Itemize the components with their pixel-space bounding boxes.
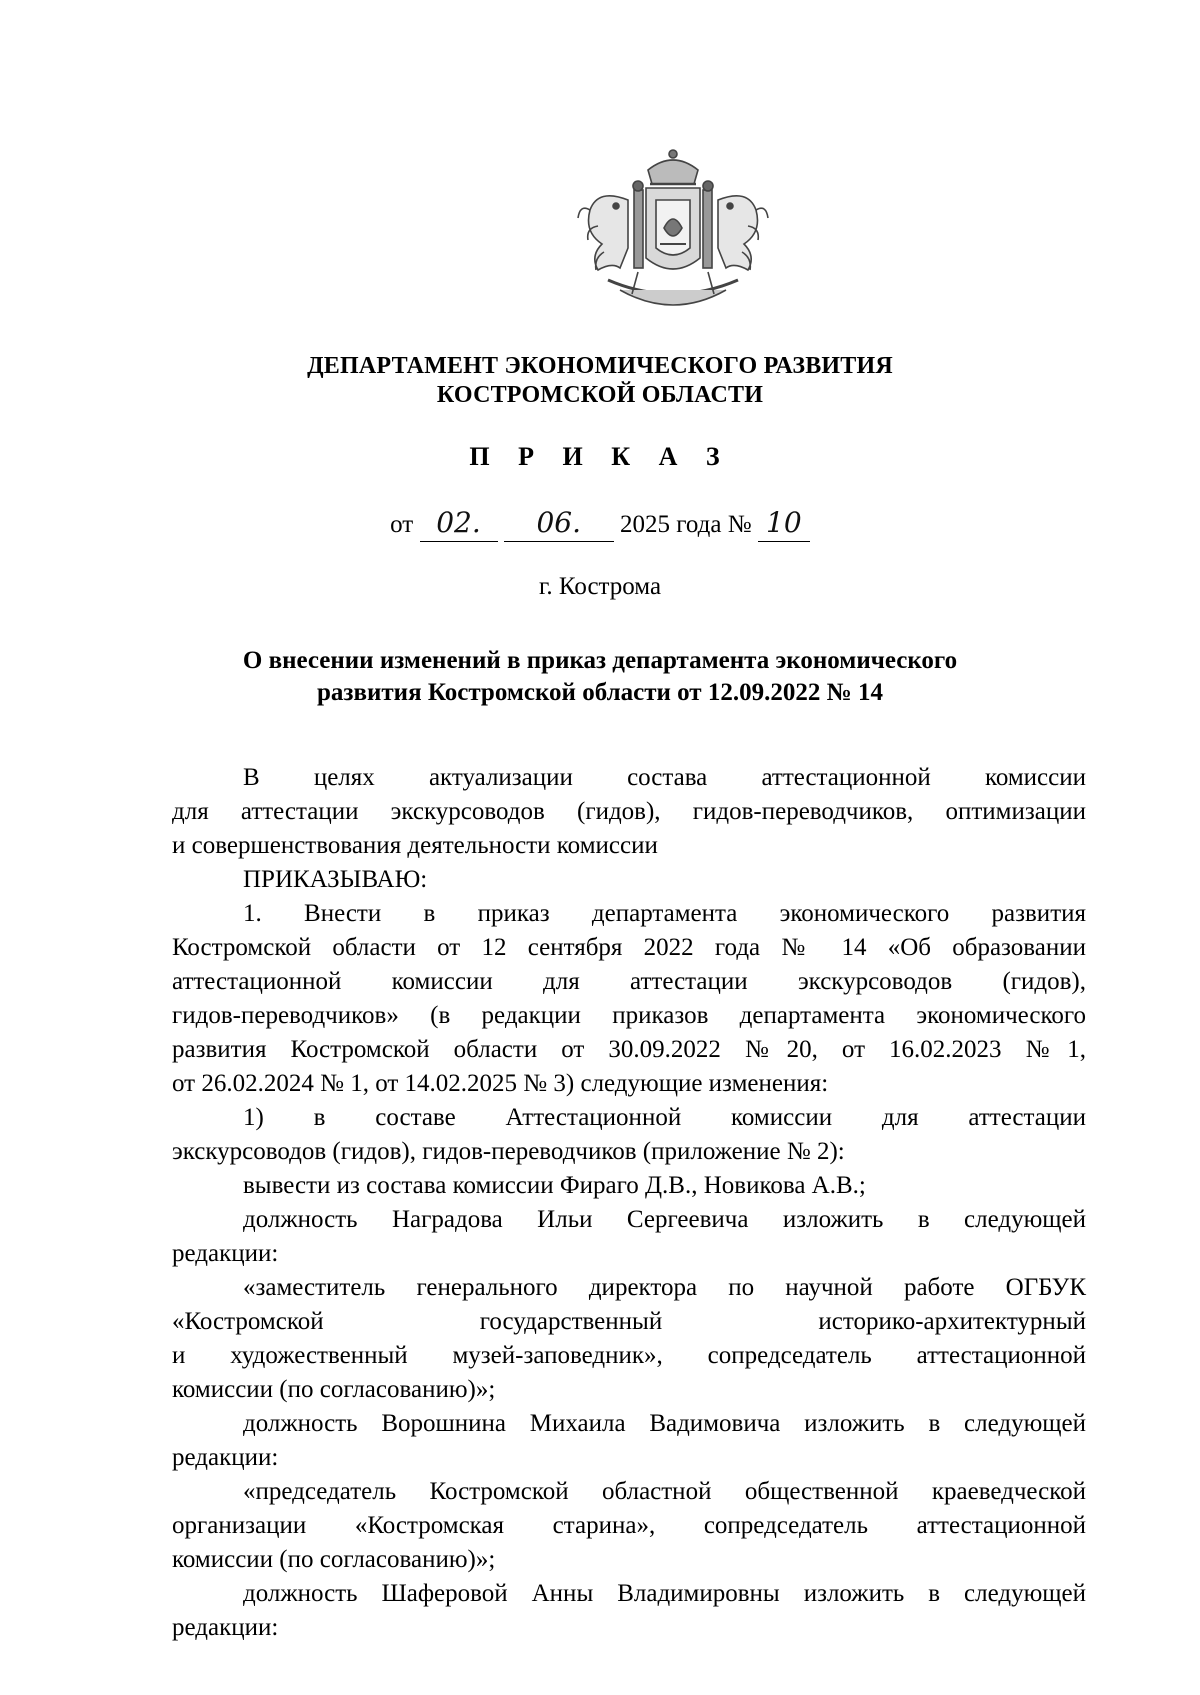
subject-line1: О внесении изменений в приказ департамента экономического	[242, 647, 958, 674]
body-line: редакции:	[172, 1240, 279, 1267]
body-line: гидов-переводчиков» (в редакции приказов департамента экономического	[172, 1002, 1086, 1029]
document-type-title: П Р И К А З	[469, 442, 731, 471]
subject-line2: развития Костромской области от 12.09.2022 № 14	[317, 679, 883, 706]
body-line: ПРИКАЗЫВАЮ:	[243, 866, 428, 893]
body-line: комиссии (по согласованию)»;	[172, 1546, 496, 1573]
body-line: аттестационной комиссии для аттестации экскурсоводов (гидов),	[172, 968, 1086, 995]
body-line: экскурсоводов (гидов), гидов-переводчиков (приложение № 2):	[172, 1138, 845, 1165]
coat-of-arms-emblem	[568, 148, 778, 323]
body-line: В целях актуализации состава аттестационной комиссии	[243, 764, 1086, 791]
body-line: 1) в составе Аттестационной комиссии для аттестации	[243, 1104, 1086, 1131]
date-year-text: 2025 года №	[620, 511, 752, 538]
body-line: для аттестации экскурсоводов (гидов), гидов-переводчиков, оптимизации	[172, 798, 1086, 825]
department-name-line2: КОСТРОМСКОЙ ОБЛАСТИ	[436, 382, 764, 408]
body-line: «заместитель генерального директора по научной работе ОГБУК	[243, 1274, 1086, 1301]
body-line: редакции:	[172, 1614, 279, 1641]
date-day-handwritten: 02.	[436, 506, 481, 539]
body-line: должность Ворошнина Михаила Вадимовича изложить в следующей	[243, 1410, 1086, 1437]
body-line: редакции:	[172, 1444, 279, 1471]
body-line: «Костромской государственный историко-архитектурный	[172, 1308, 1086, 1335]
order-number-handwritten: 10	[766, 506, 802, 539]
date-month-handwritten: 06.	[536, 506, 582, 539]
body-line: должность Шаферовой Анны Владимировны изложить в следующей	[243, 1580, 1086, 1607]
city-name: г. Кострома	[538, 573, 662, 600]
body-line: и художественный музей-заповедник», сопредседатель аттестационной	[172, 1342, 1086, 1369]
body-line: от 26.02.2024 № 1, от 14.02.2025 № 3) следующие изменения:	[172, 1070, 829, 1097]
body-line: «председатель Костромской областной общественной краеведческой	[243, 1478, 1086, 1505]
body-line: должность Наградова Ильи Сергеевича изложить в следующей	[243, 1206, 1086, 1233]
body-line: комиссии (по согласованию)»;	[172, 1376, 496, 1403]
date-prefix: от	[390, 511, 414, 538]
body-line: 1. Внести в приказ департамента экономического развития	[243, 900, 1086, 927]
body-line: вывести из состава комиссии Фираго Д.В., Новикова А.В.;	[243, 1172, 866, 1199]
order-date-line	[0, 507, 1200, 542]
body-line: и совершенствования деятельности комиссии	[172, 832, 658, 859]
body-line: организации «Костромская старина», сопредседатель аттестационной	[172, 1512, 1086, 1539]
department-name-line1: ДЕПАРТАМЕНТ ЭКОНОМИЧЕСКОГО РАЗВИТИЯ	[307, 353, 893, 379]
body-line: Костромской области от 12 сентября 2022 года № 14 «Об образовании	[172, 934, 1086, 961]
body-line: развития Костромской области от 30.09.2022 №20, от 16.02.2023 №1,	[172, 1036, 1086, 1063]
